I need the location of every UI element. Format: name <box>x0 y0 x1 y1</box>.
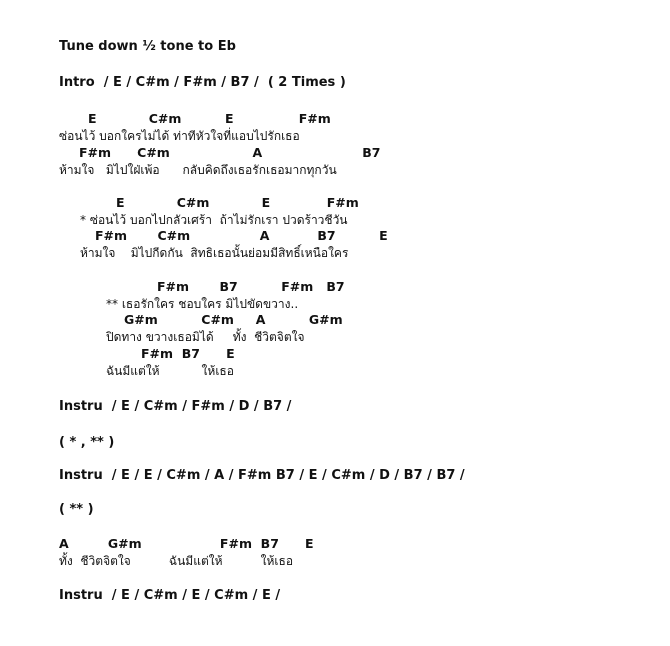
chorus-chords-2: G#m C#m A G#m <box>124 312 343 327</box>
outro-lyrics: ทั้ง ชีวิตจิตใจ ฉันมีแต่ให้ ให้เธอ <box>59 554 294 568</box>
repeat-line-1: ( * , ** ) <box>59 435 115 450</box>
verse2-chords-2: F#m C#m A B7 E <box>95 228 388 243</box>
instru-line-2: Instru / E / E / C#m / A / F#m B7 / E / C#m / D / B7 / B7 / <box>59 468 465 483</box>
tuning-note: Tune down ½ tone to Eb <box>59 39 236 54</box>
chorus-lyrics-2: ปิดทาง ขวางเธอมิได้ ทั้ง ชีวิตจิตใจ <box>106 330 305 344</box>
verse2-chords-1: E C#m E F#m <box>116 195 359 210</box>
verse1-lyrics-2: ห้ามใจ มิไปใฝ่เพ้อ กลับคิดถึงเธอรักเธอมากทุกวัน <box>59 163 337 177</box>
chorus-chords-1: F#m B7 F#m B7 <box>157 279 345 294</box>
verse2-lyrics-2: ห้ามใจ มิไปกีดกัน สิทธิเธอนั้นย่อมมีสิทธิ์เหนือใคร <box>80 246 349 260</box>
chorus-lyrics-1: ** เธอรักใคร ชอบใคร มิไปขัดขวาง.. <box>106 297 299 311</box>
verse1-lyrics-1: ซ่อนไว้ บอกใครไม่ได้ ท่าทีหัวใจที่แอบไปรักเธอ <box>59 129 300 143</box>
verse2-lyrics-1: * ซ่อนไว้ บอกไปกลัวเศร้า ถ้าไม่รักเรา ปวดร้าวชีวัน <box>80 213 348 227</box>
chorus-chords-3: F#m B7 E <box>141 346 235 361</box>
verse1-chords-2: F#m C#m A B7 <box>79 145 381 160</box>
instru-line-3: Instru / E / C#m / E / C#m / E / <box>59 588 281 603</box>
repeat-line-2: ( ** ) <box>59 502 94 517</box>
chorus-lyrics-3: ฉันมีแต่ให้ ให้เธอ <box>106 364 234 378</box>
intro-line: Intro / E / C#m / F#m / B7 / ( 2 Times ) <box>59 75 346 90</box>
verse1-chords-1: E C#m E F#m <box>88 111 331 126</box>
outro-chords: A G#m F#m B7 E <box>59 536 314 551</box>
instru-line-1: Instru / E / C#m / F#m / D / B7 / <box>59 399 292 414</box>
